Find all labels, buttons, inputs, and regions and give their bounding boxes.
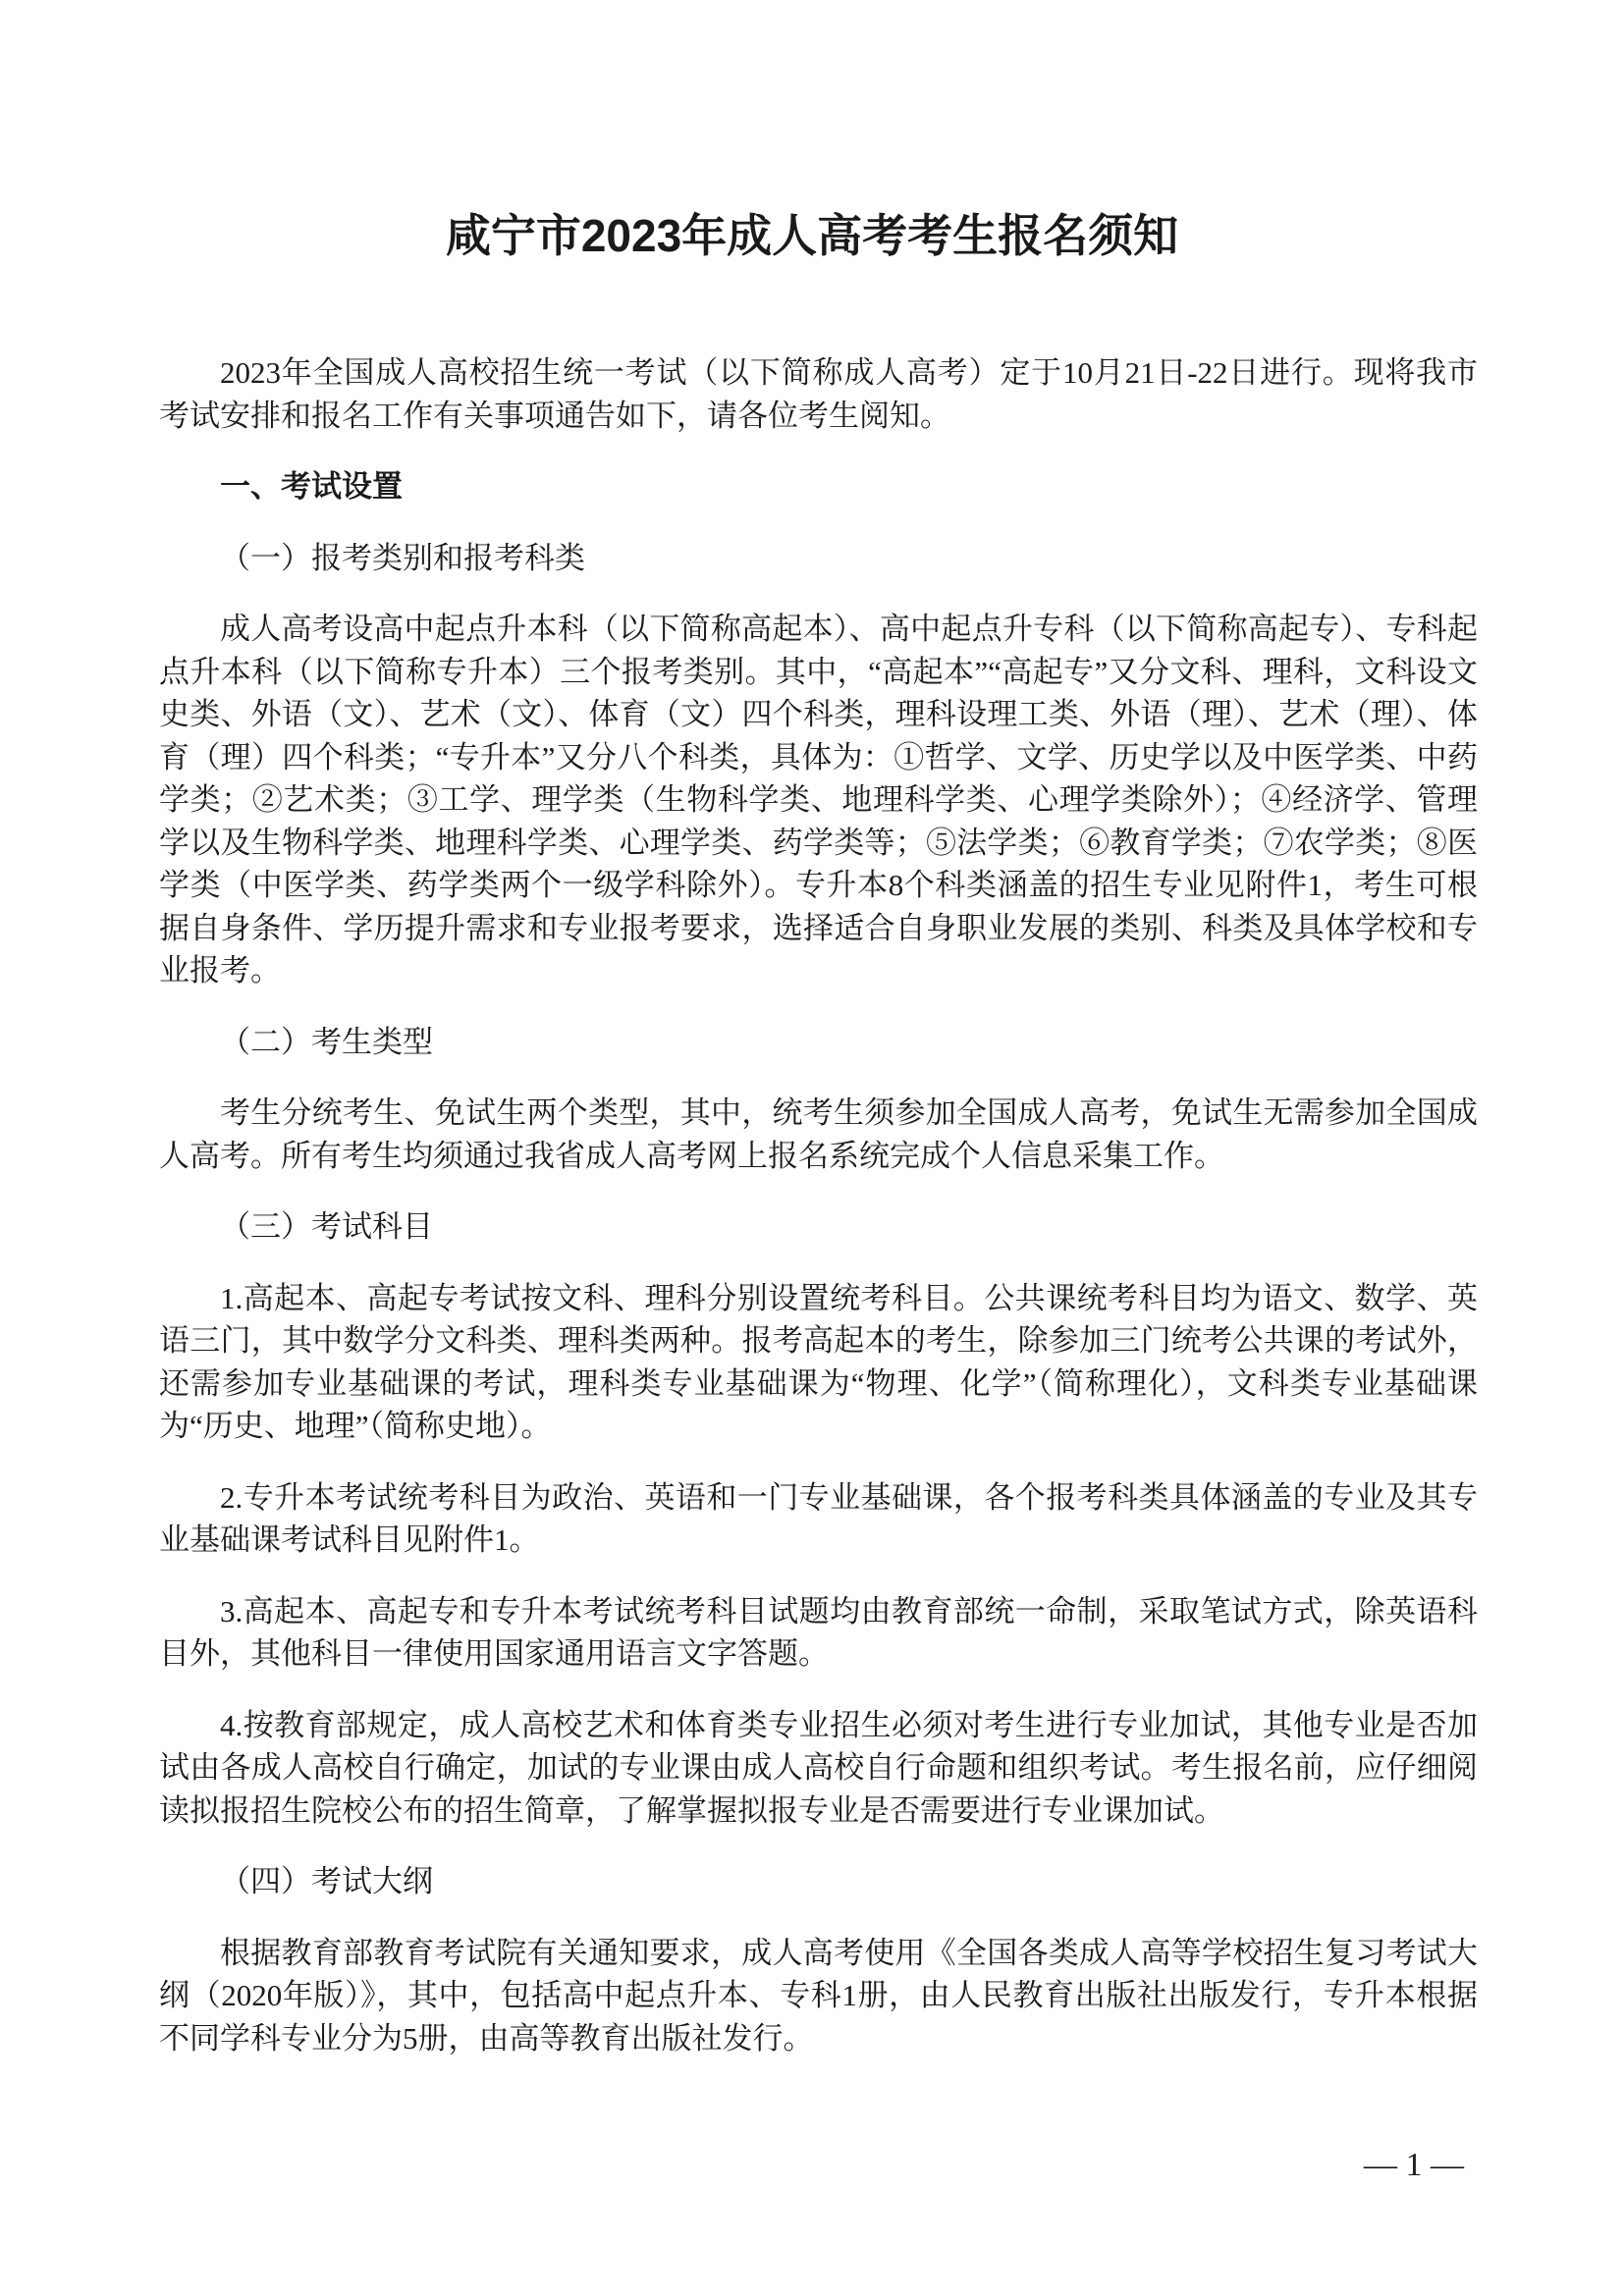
page-number: — 1 —: [1364, 2147, 1464, 2183]
paragraph-subjects-1: 1.高起本、高起专考试按文科、理科分别设置统考科目。公共课统考科目均为语文、数学、英语三门，其中数学分文科类、理科类两种。报考高起本的考生，除参加三门统考公共课的考试外，还需参加专业基础课的考试，理科类专业基础课为“物理、化学”（简称理化），文科类专业基础课为“历史、地理”（简称史地）。: [159, 1280, 1478, 1443]
paragraph-syllabus: 根据教育部教育考试院有关通知要求，成人高考使用《全国各类成人高等学校招生复习考试大纲（2020年版）》，其中，包括高中起点升本、专科1册，由人民教育出版社出版发行，专升本根据不同学科专业分为5册，由高等教育出版社发行。: [159, 1935, 1478, 2056]
paragraph-candidate-types: 考生分统考生、免试生两个类型，其中，统考生须参加全国成人高考，免试生无需参加全国成人高考。所有考生均须通过我省成人高考网上报名系统完成个人信息采集工作。: [159, 1095, 1478, 1173]
subheading-categories: （一）报考类别和报考科类: [220, 540, 585, 575]
document-title: 咸宁市2023年成人高考考生报名须知: [445, 210, 1179, 261]
paragraph-subjects-2: 2.专升本考试统考科目为政治、英语和一门专业基础课，各个报考科类具体涵盖的专业及其专业基础课考试科目见附件1。: [159, 1479, 1478, 1557]
paragraph-subjects-4: 4.按教育部规定，成人高校艺术和体育类专业招生必须对考生进行专业加试，其他专业是否加试由各成人高校自行确定，加试的专业课由成人高校自行命题和组织考试。考生报名前，应仔细阅读拟报招生院校公布的招生简章，了解掌握拟报专业是否需要进行专业课加试。: [159, 1707, 1478, 1828]
document-body: [159, 351, 1478, 2088]
paragraph-categories: 成人高考设高中起点升本科（以下简称高起本）、高中起点升专科（以下简称高起专）、专科起点升本科（以下简称专升本）三个报考类别。其中，“高起本”“高起专”又分文科、理科，文科设文史类、外语（文）、艺术（文）、体育（文）四个科类，理科设理工类、外语（理）、艺术（理）、体育（理）四个科类；“专升本”又分八个科类，具体为：①哲学、文学、历史学以及中医学类、中药学类；②艺术类；③工学、理学类（生物科学类、地理科学类、心理学类除外）；④经济学、管理学以及生物科学类、地理科学类、心理学类、药学类等；⑤法学类；⑥教育学类；⑦农学类；⑧医学类（中医学类、药学类两个一级学科除外）。专升本8个科类涵盖的招生专业见附件1，考生可根据自身条件、学历提升需求和专业报考要求，选择适合自身职业发展的类别、科类及具体学校和专业报考。: [159, 612, 1478, 988]
paragraph-subjects-3: 3.高起本、高起专和专升本考试统考科目试题均由教育部统一命制，采取笔试方式，除英语科目外，其他科目一律使用国家通用语言文字答题。: [159, 1593, 1478, 1671]
subheading-candidate-types: （二）考生类型: [220, 1024, 433, 1059]
subheading-syllabus: （四）考试大纲: [220, 1864, 433, 1898]
intro-paragraph: 2023年全国成人高校招生统一考试（以下简称成人高考）定于10月21日-22日进行。现将我市考试安排和报名工作有关事项通告如下，请各位考生阅知。: [159, 355, 1478, 433]
section-heading-exam-setup: 一、考试设置: [220, 469, 403, 504]
subheading-exam-subjects: （三）考试科目: [220, 1209, 433, 1244]
